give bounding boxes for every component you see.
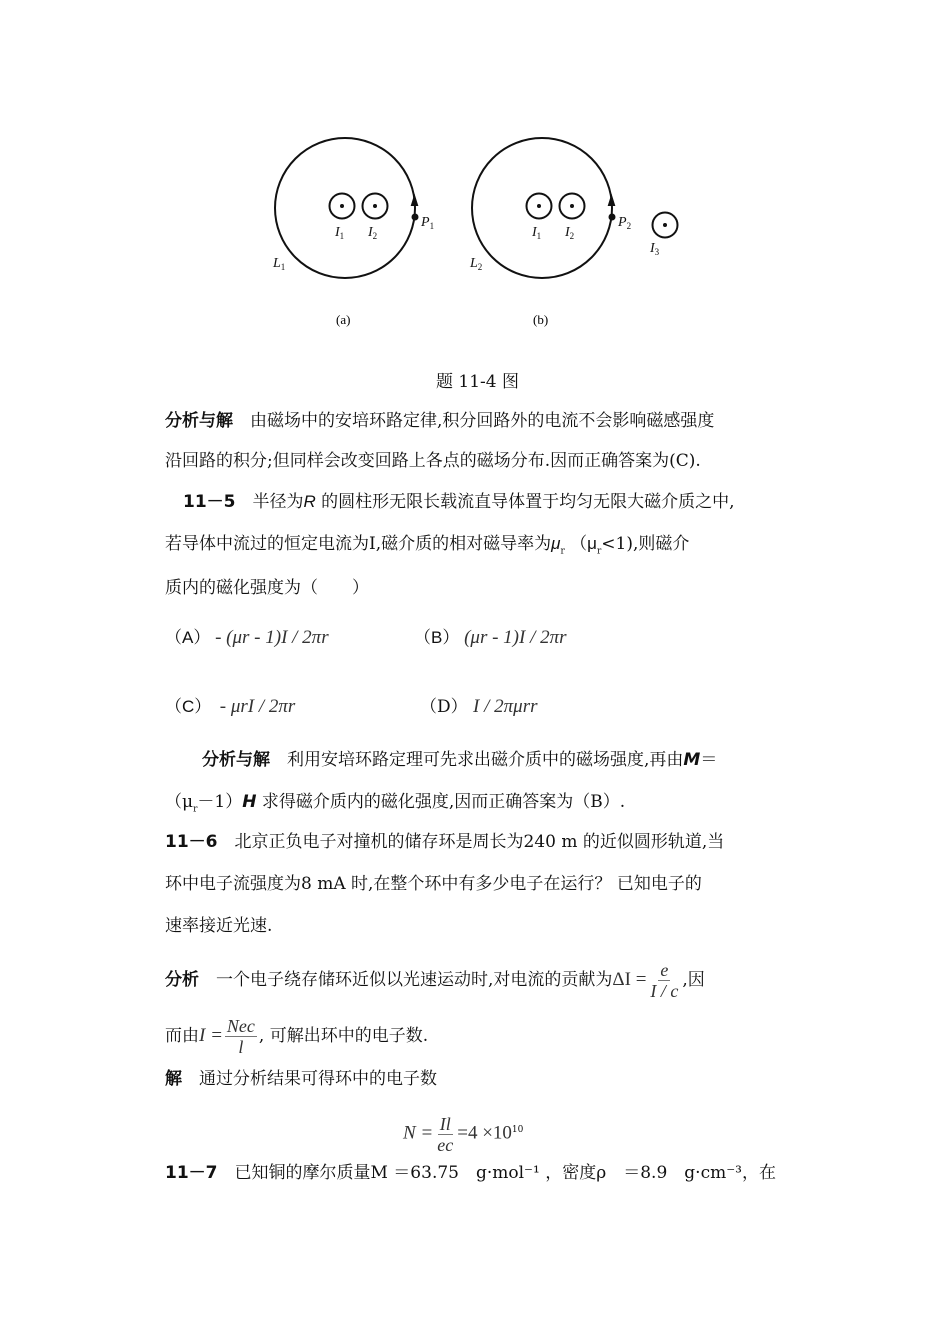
figure-b (472, 138, 678, 278)
arrow-icon (609, 197, 614, 205)
loop-l2 (472, 138, 612, 278)
document-page: $I_1$ $I_2$ $P_1$ $L_1$ $I_1$ $I_2$ $I_3$ $P_2$ $L_2$ (a) (b) 题 11-4 图 分析与解 由磁场中的安培环路定律,积分回路外的电流不会影响磁感强度 沿回路的积分;但同样会改变回路上各点的磁场分布.因而正确答案为(C). 11－5 半径为R 的圆柱形无限长载流直导体置于均匀无限大磁介质之中, 若导体中流过的恒定电流为I,磁介质的相对磁导率为$\mu_r$ $(\mu_r<1)$,则磁介 质内的磁化强度为（ ） （A） - (μr - 1)I / 2πr （B） (μr - 1)I / 2πr （C） - μrI / 2πr （D） I / 2πμrr 分析与解 利用安培环路定理可先求出磁介质中的磁场强度,再由M＝ $(\mu_r-1)H$ 求得磁介质内的磁化强度,因而正确答案为（B）. 11－6 北京正负电子对撞机的储存环是周长为240 m 的近似圆形轨道,当 环中电子流强度为8 mA 时,在整个环中有多少电子在运行？ 已知电子的 速率接近光速. 分析 一个电子绕存储环近似以光速运动时,对电流的贡献为ΔI = $\frac{e}{I / c}$ ,因 而由I = $\frac{\text{Nec}}{l}$ , 可解出环中的电子数. 解 通过分析结果可得环中的电子数 N = $\frac{Il}{ec}$ $=4 \times 10^{10}$ 11－7 已知铜的摩尔质量M ＝63.75 g·mol⁻¹ ，密度ρ ＝8.9 g·cm⁻³，在 (0, 0, 950, 1342)
svg-text:L1: $L_1$ (273, 256, 286, 272)
figure-title: 题 11-4 图 (436, 372, 519, 392)
problem-11-6: 11－6 北京正负电子对撞机的储存环是周长为240 m 的近似圆形轨道,当 (165, 832, 725, 852)
point-p2 (609, 214, 616, 221)
point-p1 (412, 214, 419, 221)
equation-n: N = $\frac{Il}{ec}$ $=4 \times 10^{10}$ (403, 1113, 524, 1155)
loop-l1 (275, 138, 415, 278)
caption-a: (a) (336, 312, 351, 327)
arrow-icon (412, 197, 417, 205)
svg-text:I2: $I_2$ (565, 225, 575, 241)
figure-a (275, 138, 417, 278)
problem-11-5: 11－5 半径为R 的圆柱形无限长载流直导体置于均匀无限大磁介质之中, (183, 492, 735, 512)
svg-text:I3: $I_3$ (650, 241, 660, 257)
caption-b: (b) (533, 312, 549, 327)
option-b: （B） (μr - 1)I / 2πr (414, 627, 567, 648)
svg-text:P1: $P_1$ (421, 215, 435, 231)
option-c: （C） - μrI / 2πr (165, 696, 296, 717)
svg-text:I1: $I_1$ (532, 225, 542, 241)
problem-11-7: 11－7 已知铜的摩尔质量M ＝63.75 g·mol⁻¹ ，密度ρ ＝8.9 g·cm⁻³，在 (165, 1163, 776, 1183)
option-d: （D） I / 2πμrr (420, 696, 538, 717)
svg-text:L2: $L_2$ (470, 256, 483, 272)
svg-text:P2: $P_2$ (618, 215, 632, 231)
option-a: （A） - (μr - 1)I / 2πr (165, 627, 329, 648)
svg-text:I2: $I_2$ (368, 225, 378, 241)
svg-text:I1: $I_1$ (335, 225, 345, 241)
figure-11-4 (0, 0, 950, 340)
